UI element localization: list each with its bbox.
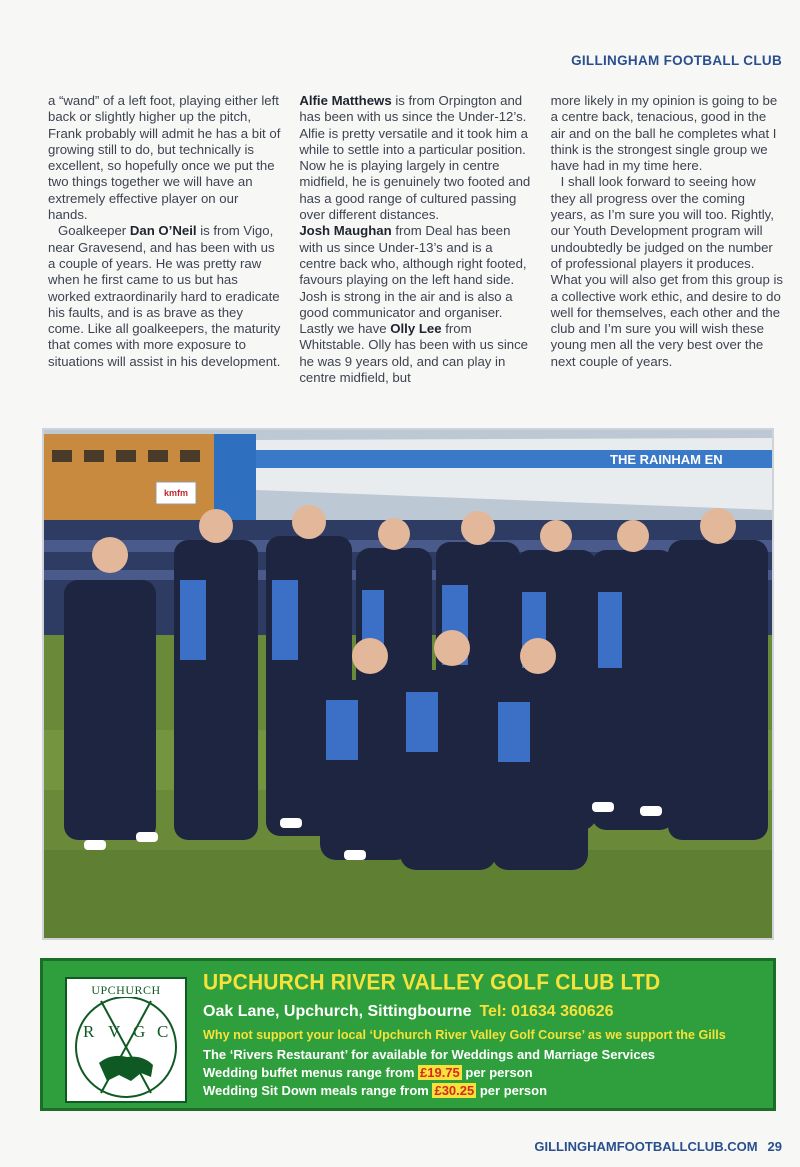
club-header: GILLINGHAM FOOTBALL CLUB	[571, 53, 782, 68]
paragraph: a “wand” of a left foot, playing either left back or slightly higher up the pitch, Frank probably will admit he has a bit of growing still to do, but technically is excellent, so hopefully once we put the two things together we will have an extremely effective player on our hands.	[48, 93, 281, 223]
player-name: Dan O’Neil	[129, 223, 197, 239]
player-name: Olly Lee	[390, 321, 442, 337]
advert-telephone: Tel: 01634 360626	[479, 1003, 614, 1020]
paragraph: Alfie Matthews is from Orpington and has been with us since the Under-12’s. Alfie is pretty versatile and it took him a while to settle into a particular position. Now he is playing largely in centre midfield, he is genuinely two footed and has a good range of cultured passing over different distances.	[299, 93, 531, 223]
paragraph: more likely in my opinion is going to be a centre back, tenacious, good in the air and on the ball he completes what I think is the strongest single group we have had in my time here.	[550, 93, 778, 174]
buffet-price: £19.75	[420, 1065, 460, 1080]
advert-restaurant-line: The ‘Rivers Restaurant’ for available for Weddings and Marriage Services	[203, 1047, 656, 1062]
paragraph: Josh Maughan from Deal has been with us since Under-13’s and is a centre back who, although right footed, favours playing on the left hand side. Josh is strong in the air and is also a good communicator and organiser. Lastly we have Olly Lee from Whitstable. Olly has been with us since he was 9 years old, and can play in centre midfield, but	[299, 223, 529, 386]
paragraph: Goalkeeper Dan O’Neil is from Vigo, near Gravesend, and has been with us a couple of years. He was pretty raw when he first came to us but has worked extraordinarily hard to eradicate his faults, and is as brave as they come. Like all goalkeepers, the maturity that comes with more exposure to situations will assist in his development.	[48, 223, 281, 369]
advert-address: Oak Lane, Upchurch, Sittingbourne Tel: 01634 360626	[203, 1003, 614, 1020]
stand-sign: THE RAINHAM EN	[610, 452, 723, 467]
paragraph: I shall look forward to seeing how they all progress over the coming years, as I’m sure you will too. Rightly, our Youth Development program will undoubtedly be judged on the number of professional players it produces. What you will also get from this group is a collective work ethic, and desire to do well for themselves, each other and the club and I’m sure you will wish these young men all the very best over the next couple of years.	[550, 174, 783, 369]
team-photo	[42, 428, 774, 940]
article-body	[48, 93, 784, 423]
advert-title: UPCHURCH RIVER VALLEY GOLF CLUB LTD	[203, 970, 661, 995]
advert-support-line: Why not support your local ‘Upchurch River Valley Golf Course’ as we support the Gills	[203, 1028, 726, 1042]
article-column-1	[48, 93, 281, 423]
website-url: GILLINGHAMFOOTBALLCLUB.COM	[534, 1139, 758, 1154]
golf-club-logo	[65, 977, 187, 1103]
advert-buffet-line: Wedding buffet menus range from £19.75 per person	[203, 1065, 533, 1080]
player-name: Alfie Matthews	[299, 93, 392, 108]
article-column-2	[299, 93, 532, 423]
crest-letter-r: R	[83, 1022, 95, 1041]
golf-club-advert	[40, 958, 776, 1111]
crest-letter-g: G	[133, 1022, 146, 1041]
article-column-3	[551, 93, 784, 423]
sitdown-price: £30.25	[434, 1083, 475, 1098]
player-name: Josh Maughan	[299, 223, 392, 239]
rvgc-crest-icon	[71, 997, 181, 1101]
page-footer	[534, 1139, 782, 1154]
team-photo-illustration	[44, 430, 772, 938]
stadium-board: kmfm	[164, 488, 189, 498]
page-number: 29	[767, 1139, 782, 1154]
advert-sitdown-line: Wedding Sit Down meals range from £30.25 per person	[203, 1083, 548, 1098]
crest-letter-c: C	[157, 1022, 169, 1041]
crest-letter-v: V	[108, 1022, 121, 1041]
logo-top-text: UPCHURCH	[91, 983, 161, 997]
